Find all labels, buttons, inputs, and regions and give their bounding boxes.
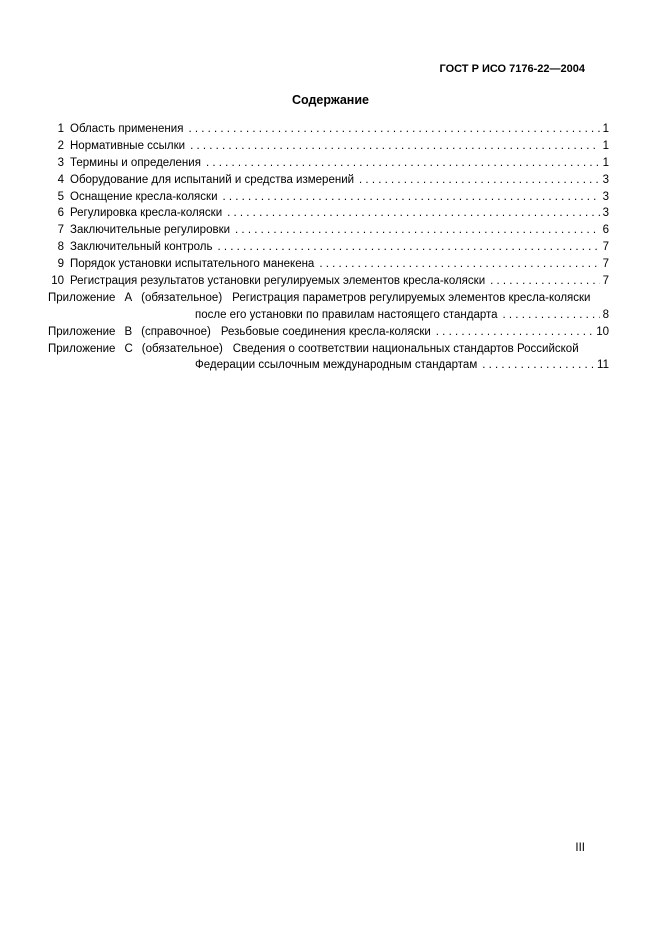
- dot-leader: [227, 205, 599, 222]
- appendix-entry-b: [48, 324, 609, 341]
- appendix-prefix: Приложение: [48, 325, 116, 338]
- appendix-prefix: Приложение: [48, 291, 116, 304]
- toc-entry: [48, 222, 609, 239]
- dot-leader: [319, 256, 599, 273]
- toc-entry-page: 7: [602, 258, 609, 271]
- dot-leader: [436, 324, 593, 341]
- toc-entry-page: 10: [596, 325, 609, 338]
- toc-entry-page: 8: [602, 308, 609, 321]
- toc-entry-number: 6: [57, 207, 64, 220]
- appendix-title-continuation: после его установки по правилам настоящего стандарта: [195, 308, 498, 321]
- toc-entry-page: 1: [602, 123, 609, 135]
- toc-entry-label: Оснащение кресла-коляски: [70, 190, 218, 203]
- toc-entry-label: Заключительные регулировки: [70, 224, 231, 237]
- toc-entry-number: 1: [57, 123, 64, 135]
- appendix-title: Резьбовые соединения кресла-коляски: [220, 325, 431, 338]
- toc-entry-number: 8: [57, 241, 64, 254]
- dot-leader: [190, 138, 600, 155]
- appendix-prefix: Приложение: [48, 342, 116, 355]
- toc-entry: [48, 189, 609, 206]
- toc-entry-number: 3: [57, 156, 64, 169]
- toc-entry-label: Термины и определения: [70, 156, 201, 169]
- appendix-line: [48, 341, 609, 358]
- table-of-contents: [48, 121, 609, 374]
- toc-entry-label: Заключительный контроль: [70, 241, 213, 254]
- dot-leader: [223, 189, 600, 206]
- appendix-title: Регистрация параметров регулируемых элементов кресла-коляски: [232, 291, 591, 304]
- appendix-kind: (обязательное): [141, 291, 223, 304]
- appendix-title: Сведения о соответствии национальных стандартов Российской: [232, 342, 579, 355]
- toc-entry-number: 2: [57, 139, 64, 152]
- appendix-entry-a: [48, 290, 609, 324]
- appendix-line: [48, 290, 609, 307]
- appendix-kind: (справочное): [141, 325, 211, 338]
- document-header: ГОСТ Р ИСО 7176-22—2004: [439, 63, 585, 75]
- toc-entry-page: 3: [602, 207, 609, 220]
- toc-entry-number: 7: [57, 224, 64, 237]
- appendix-title-continuation: Федерации ссылочным международным стандартам: [195, 359, 478, 372]
- appendix-line: [48, 324, 609, 341]
- toc-entry: [48, 239, 609, 256]
- dot-leader: [490, 273, 599, 290]
- dot-leader: [188, 121, 599, 138]
- appendix-letter: В: [124, 325, 133, 338]
- toc-entry-label: Регулировка кресла-коляски: [70, 207, 223, 220]
- toc-entry: [48, 172, 609, 189]
- toc-entry-number: 10: [51, 275, 64, 288]
- appendix-letter: А: [124, 291, 133, 304]
- toc-entry-page: 3: [602, 190, 609, 203]
- toc-entry: [48, 256, 609, 273]
- toc-entry-label: Порядок установки испытательного манекена: [70, 258, 315, 271]
- toc-entry-page: 3: [602, 173, 609, 186]
- toc-entry: [48, 138, 609, 155]
- toc-entry-page: 1: [602, 139, 609, 152]
- toc-entry-number: 5: [57, 190, 64, 203]
- dot-leader: [235, 222, 600, 239]
- toc-entry: [48, 121, 609, 138]
- toc-entry-label: Оборудование для испытаний и средства измерений: [70, 173, 355, 186]
- appendix-line-continuation: [48, 307, 609, 324]
- toc-entry-number: 4: [57, 173, 64, 186]
- toc-entry-label: Область применения: [70, 123, 184, 135]
- page-number-folio: III: [575, 842, 585, 854]
- dot-leader: [359, 172, 600, 189]
- dot-leader: [218, 239, 600, 256]
- appendix-letter: С: [124, 342, 133, 355]
- toc-entry-label: Нормативные ссылки: [70, 139, 186, 152]
- toc-entry-page: 1: [602, 156, 609, 169]
- toc-entry-page: 6: [602, 224, 609, 237]
- toc-entry: [48, 155, 609, 172]
- toc-entry: [48, 205, 609, 222]
- toc-entry-page: 11: [597, 359, 609, 372]
- toc-entry: [48, 273, 609, 290]
- dot-leader: [482, 357, 594, 374]
- toc-entry-number: 9: [57, 258, 64, 271]
- appendix-entry-c: [48, 341, 609, 375]
- appendix-line-continuation: [48, 357, 609, 374]
- toc-entry-page: 7: [602, 241, 609, 254]
- dot-leader: [503, 307, 600, 324]
- toc-entry-label: Регистрация результатов установки регулируемых элементов кресла-коляски: [70, 275, 486, 288]
- dot-leader: [206, 155, 600, 172]
- toc-entry-page: 7: [602, 275, 609, 288]
- appendix-kind: (обязательное): [141, 342, 223, 355]
- page-title: Содержание: [291, 93, 369, 107]
